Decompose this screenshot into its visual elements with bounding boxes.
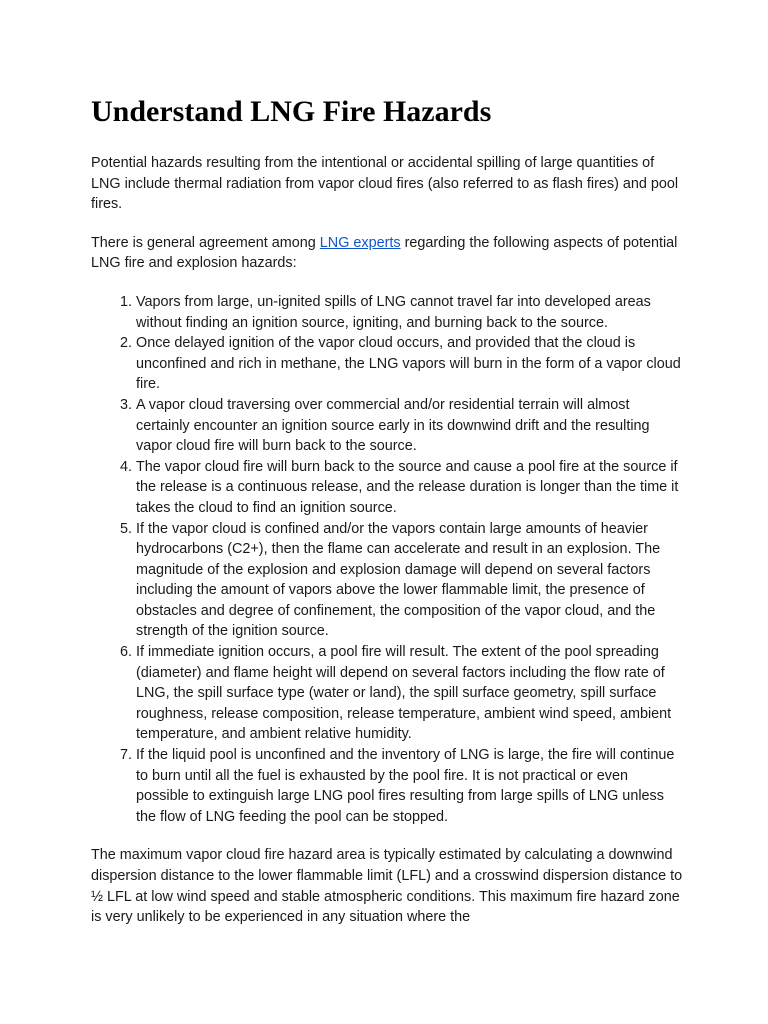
agreement-text-before: There is general agreement among [91, 234, 320, 251]
agreement-text-after: regarding the following aspects of potential LNG fire and explosion hazards: [91, 234, 678, 272]
lng-experts-link[interactable]: LNG experts [319, 234, 401, 251]
agreement-paragraph [91, 233, 684, 274]
list-item: 6. If immediate ignition occurs, a pool fire will result. The extent of the pool spreading (diameter) and flame height will depend on several factors including the flow rate of LNG, the spill surface type (water or land), the spill surface geometry, spill surface roughness, release composition, release temperature, ambient wind speed, ambient temperature, and ambient relative humidity. [136, 642, 684, 745]
list-item: 5. If the vapor cloud is confined and/or the vapors contain large amounts of heavier hydrocarbons (C2+), then the flame can accelerate and result in an explosion. The magnitude of the explosion and explosion damage will depend on several factors including the amount of vapors above the lower flammable limit, the presence of obstacles and degree of confinement, the composition of the vapor cloud, and the strength of the ignition source. [136, 519, 684, 643]
page-title: Understand LNG Fire Hazards [91, 95, 492, 128]
aspects-list [91, 292, 684, 827]
intro-paragraph: Potential hazards resulting from the intentional or accidental spilling of large quantities of LNG include thermal radiation from vapor cloud fires (also referred to as flash fires) and pool fires. [91, 155, 679, 213]
closing-paragraph: The maximum vapor cloud fire hazard area is typically estimated by calculating a downwind dispersion distance to the lower flammable limit (LFL) and a crosswind dispersion distance to ½ LFL at low wind speed and stable atmospheric conditions. This maximum fire hazard zone is very unlikely to be experienced in any situation where the [91, 847, 683, 926]
list-item: 4. The vapor cloud fire will burn back to the source and cause a pool fire at the source if the release is a continuous release, and the release duration is longer than the time it takes the cloud to find an ignition source. [136, 457, 684, 519]
list-item: 7. If the liquid pool is unconfined and the inventory of LNG is large, the fire will continue to burn until all the fuel is exhausted by the pool fire. It is not practical or even possible to extinguish large LNG pool fires resulting from large spills of LNG unless the flow of LNG feeding the pool can be stopped. [136, 745, 684, 827]
list-item: 3. A vapor cloud traversing over commercial and/or residential terrain will almost certainly encounter an ignition source early in its downwind drift and the resulting vapor cloud fire will burn back to the source. [136, 395, 684, 457]
list-item: 2. Once delayed ignition of the vapor cloud occurs, and provided that the cloud is unconfined and rich in methane, the LNG vapors will burn in the form of a vapor cloud fire. [136, 333, 684, 395]
list-item: 1. Vapors from large, un-ignited spills of LNG cannot travel far into developed areas without finding an ignition source, igniting, and burning back to the source. [136, 292, 684, 333]
